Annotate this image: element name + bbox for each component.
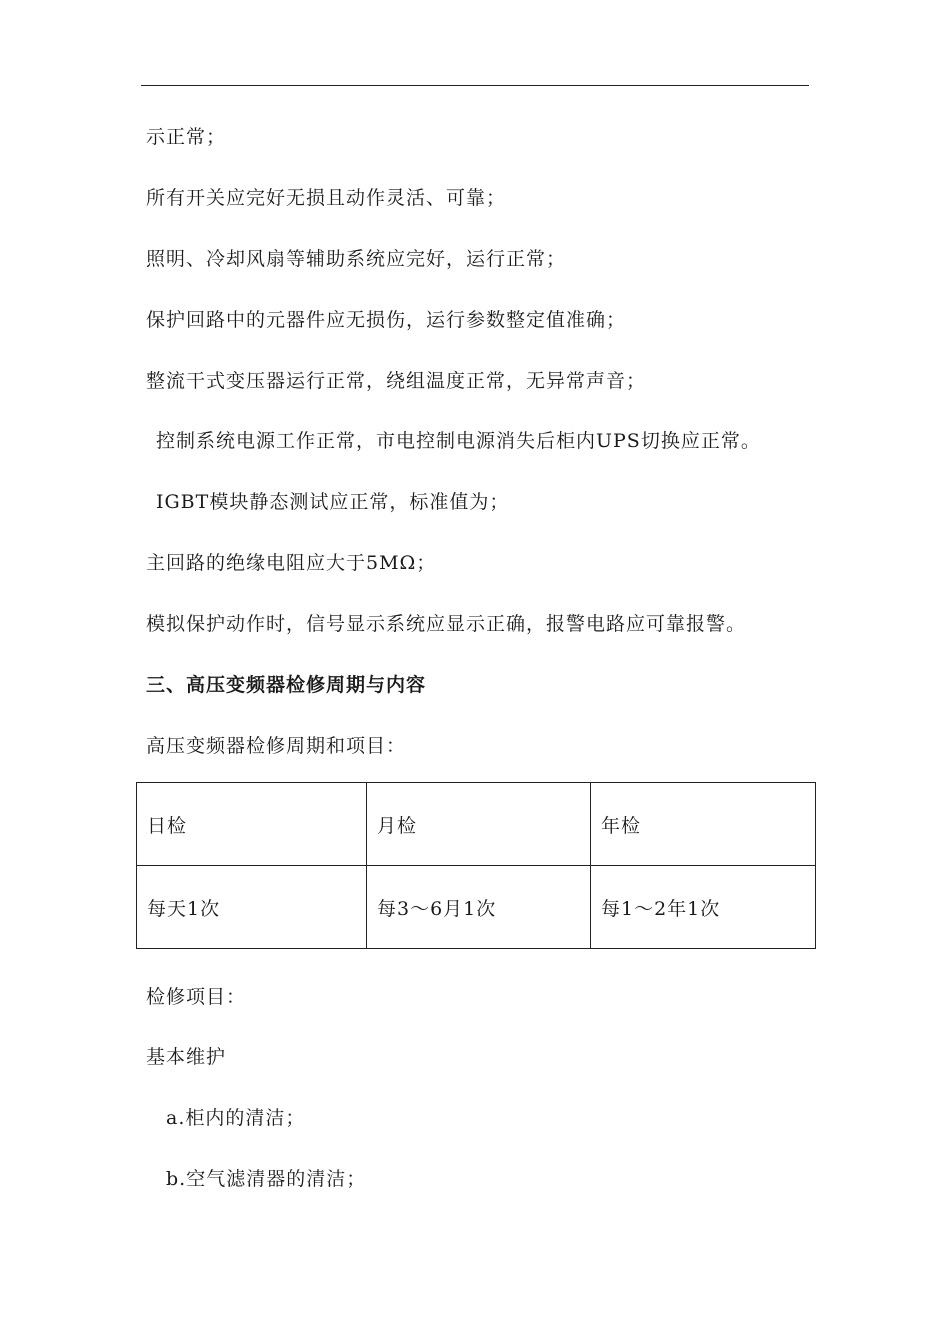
paragraph-line: 主回路的绝缘电阻应大于5MΩ； xyxy=(146,552,437,574)
list-item: a.柜内的清洁； xyxy=(166,1107,306,1129)
table-cell: 每3～6月1次 xyxy=(367,866,591,949)
paragraph-line: 整流干式变压器运行正常，绕组温度正常，无异常声音； xyxy=(146,370,647,392)
table-cell: 年检 xyxy=(591,783,816,866)
list-item: b.空气滤清器的清洁； xyxy=(166,1168,367,1190)
paragraph-line: 示正常； xyxy=(146,126,227,148)
paragraph-line: IGBT模块静态测试应正常，标准值为； xyxy=(156,491,510,513)
header-rule xyxy=(141,85,809,86)
table-row xyxy=(137,866,816,949)
paragraph-line: 所有开关应完好无损且动作灵活、可靠； xyxy=(146,187,507,209)
section-intro: 高压变频器检修周期和项目： xyxy=(146,735,407,757)
table-row xyxy=(137,783,816,866)
maintenance-schedule-table xyxy=(136,782,816,949)
table-cell: 每天1次 xyxy=(137,866,367,949)
paragraph-line: 控制系统电源工作正常，市电控制电源消失后柜内UPS切换应正常。 xyxy=(156,430,761,452)
paragraph-line: 保护回路中的元器件应无损伤，运行参数整定值准确； xyxy=(146,309,627,331)
paragraph-line: 模拟保护动作时，信号显示系统应显示正确，报警电路应可靠报警。 xyxy=(146,613,747,635)
table-cell: 每1～2年1次 xyxy=(591,866,816,949)
section-heading: 三、高压变频器检修周期与内容 xyxy=(146,674,427,696)
items-subtitle: 基本维护 xyxy=(146,1046,227,1068)
table-cell: 日检 xyxy=(137,783,367,866)
items-title: 检修项目： xyxy=(146,986,247,1008)
table-cell: 月检 xyxy=(367,783,591,866)
paragraph-line: 照明、冷却风扇等辅助系统应完好，运行正常； xyxy=(146,248,567,270)
